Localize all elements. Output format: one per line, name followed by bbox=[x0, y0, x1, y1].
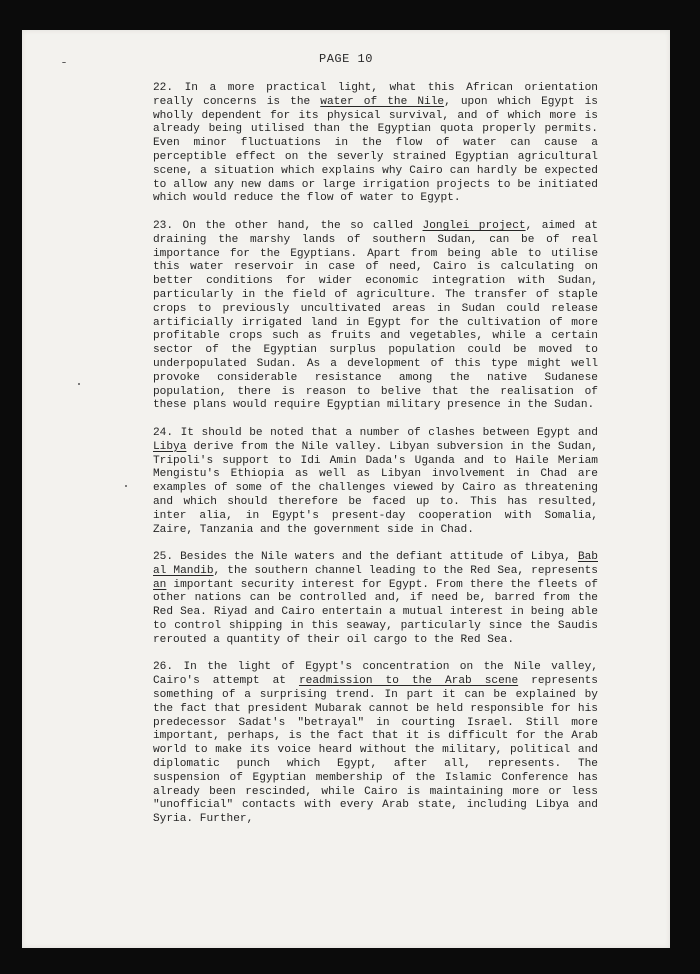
margin-mark bbox=[62, 62, 66, 63]
underlined-phrase: Libya bbox=[153, 440, 187, 453]
underlined-phrase: Bab al Mandib bbox=[153, 551, 598, 577]
paragraph-text: 24. It should be noted that a number of clashes between Egypt and bbox=[153, 426, 598, 439]
paragraph-text: , aimed at draining the marshy lands of southern Sudan, can be of real importance for the Egyptians. Apart from being able to utilise this water reservoir in case of need, Cairo is calculating on better conditions for wider economic integration with Sudan, particularly in the field of agriculture. The transfer of staple crops to previously uncultivated areas in Sudan could release artificially irrigated land in Egypt for the cultivation of more profitable crops such as fruits and vegetables, while a certain sector of the Egyptian surplus population could be moved to underpopulated Sudan. As a development of this type might well provoke considerable resistance among the native Sudanese population, there is reason to belive that the realisation of these plans would require Egyptian military presence in the Sudan. bbox=[153, 219, 598, 412]
margin-mark bbox=[125, 485, 127, 487]
paragraph-text: represents something of a surprising trend. In part it can be explained by the fact that president Mubarak cannot be held responsible for his predecessor Sadat's "betrayal" in courting Israel. Still more important, perhaps, is the fact that it is difficult for the Arab world to make its voice heard without the military, political and diplomatic punch which Egypt, after all, represents. The suspension of Egyptian membership of the Islamic Conference has already been rescinded, while Cairo is maintaining more or less "unofficial" contacts with every Arab state, including Libya and Syria. Further, bbox=[153, 675, 598, 826]
document-page bbox=[22, 30, 670, 948]
paragraph-24 bbox=[153, 427, 598, 537]
body-text bbox=[153, 82, 598, 841]
paragraph-22 bbox=[153, 82, 598, 206]
underlined-phrase: readmission to the Arab scene bbox=[298, 675, 519, 688]
paragraph-25 bbox=[153, 551, 598, 648]
page-number: PAGE 10 bbox=[319, 52, 373, 66]
paragraph-text: 23. On the other hand, the so called bbox=[153, 219, 423, 232]
underlined-phrase: an bbox=[153, 578, 167, 591]
paragraph-26 bbox=[153, 661, 598, 827]
paragraph-text: 26. In the light of Egypt's concentration on the Nile valley, Cairo's attempt at bbox=[153, 661, 598, 688]
underlined-phrase: Jonglei project bbox=[422, 219, 526, 232]
underlined-phrase: water of the Nile bbox=[320, 95, 445, 108]
margin-mark bbox=[78, 383, 80, 385]
paragraph-text: , upon which Egypt is wholly dependent for its physical survival, and of which more is already being utilised than the Egyptian quota properly permits. Even minor fluctuations in the flow of water can cause a perceptible effect on the severly strained Egyptian agricultural scene, a situation which explains why Cairo can hardly be expected to allow any new dams or large irrigation projects to be initiated which would reduce the flow of water to Egypt. bbox=[153, 95, 598, 205]
paragraph-text: , the southern channel leading to the Red Sea, represents bbox=[213, 564, 598, 577]
paragraph-text: 22. In a more practical light, what this African orientation really concerns is the bbox=[153, 82, 598, 108]
paragraph-23 bbox=[153, 220, 598, 413]
paragraph-text: 25. Besides the Nile waters and the defiant attitude of Libya, bbox=[153, 551, 578, 564]
paragraph-text: derive from the Nile valley. Libyan subversion in the Sudan, Tripoli's support to Idi Amin Dada's Uganda and to Haile Meriam Mengistu's Ethiopia as well as Libyan involvement in Chad are examples of some of the challenges viewed by Cairo as threatening and which should therefore be faced up to. This has resulted, inter alia, in Egypt's present-day cooperation with Somalia, Zaire, Tanzania and the government side in Chad. bbox=[153, 440, 598, 536]
paragraph-text: important security interest for Egypt. From there the fleets of other nations can be controlled and, if need be, barred from the Red Sea. Riyad and Cairo entertain a mutual interest in being able to control shipping in this seaway, particularly since the Saudis rerouted a quantity of their oil cargo to the Red Sea. bbox=[153, 578, 598, 646]
